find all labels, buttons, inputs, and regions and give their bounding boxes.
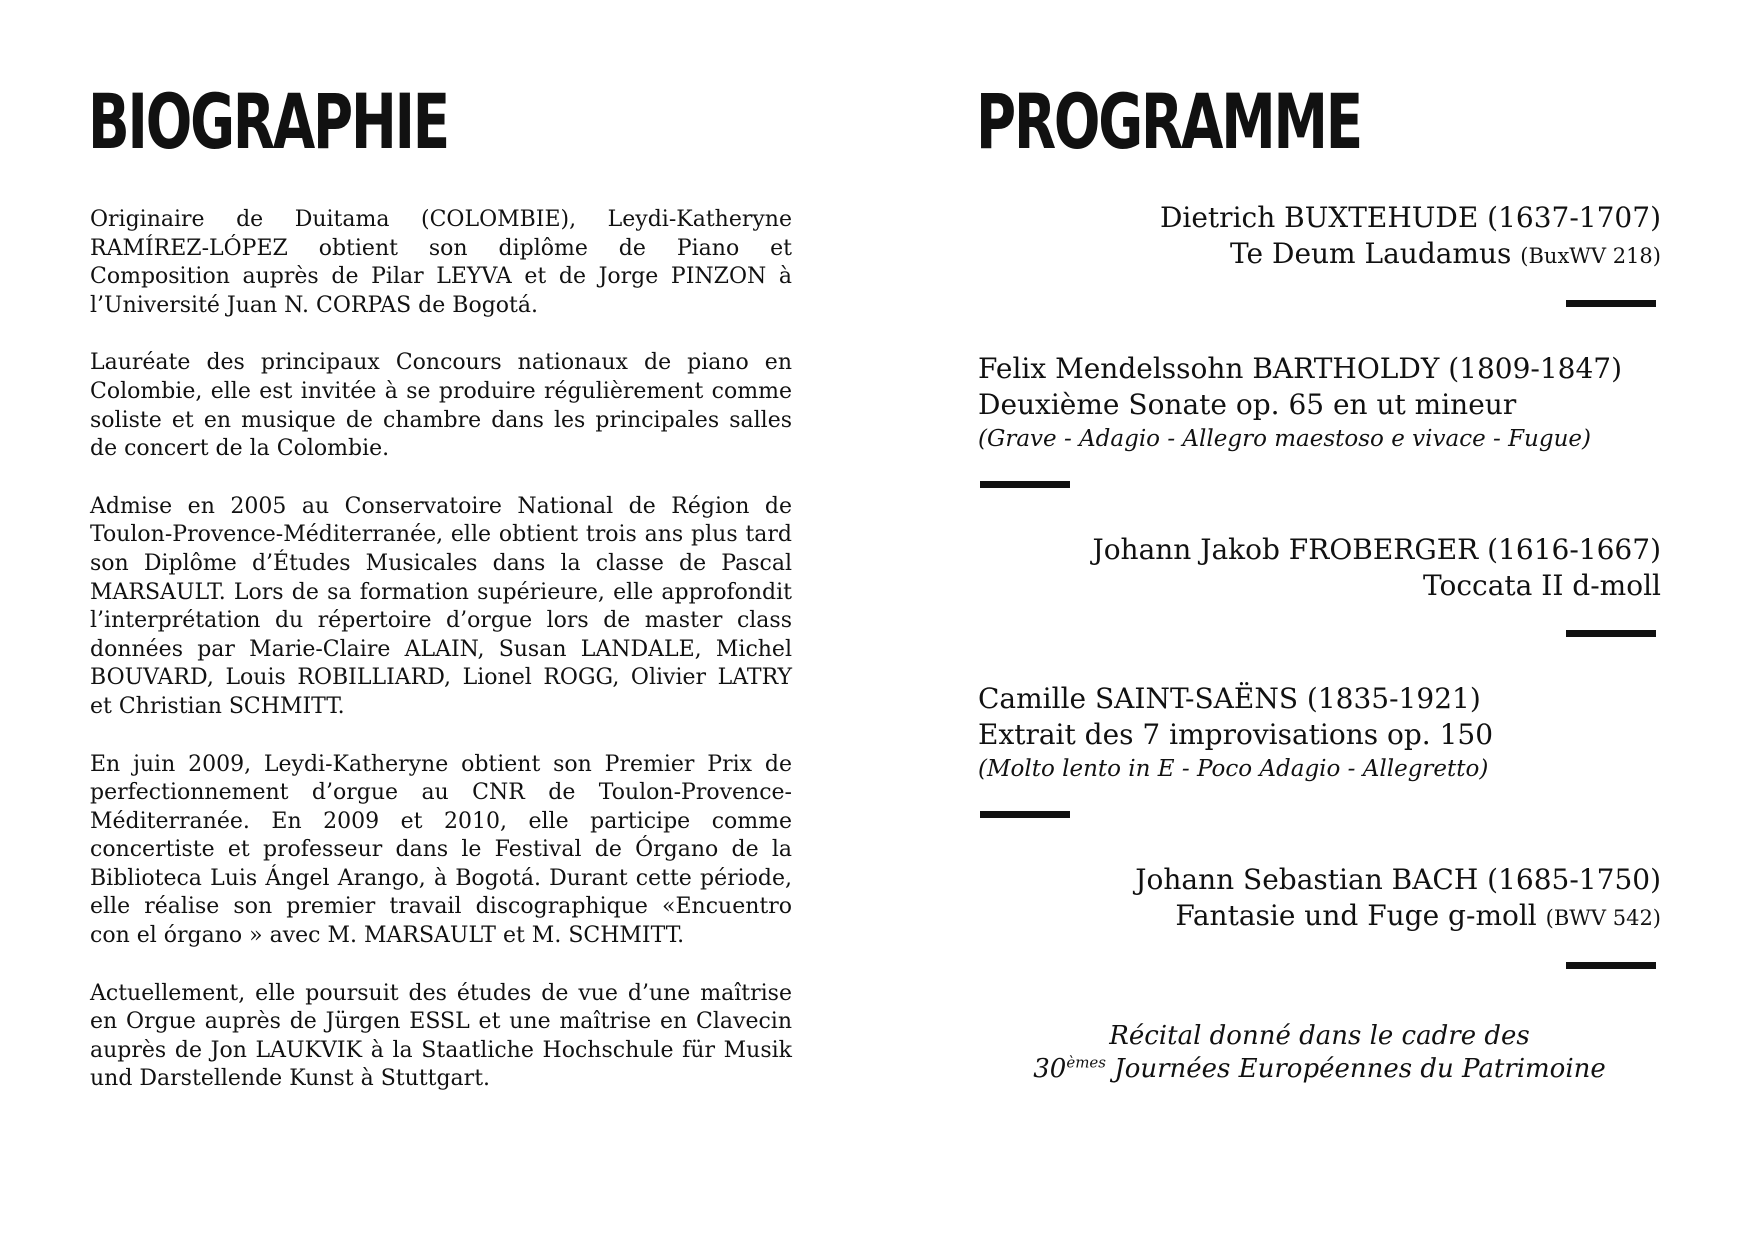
spacer <box>978 488 1661 532</box>
recital-note-line2 <box>978 1053 1661 1086</box>
programme-title: PROGRAMME <box>976 77 1362 166</box>
composer: Johann Jakob FROBERGER (1616-1667) <box>1092 533 1661 566</box>
programme-piece <box>978 862 1661 936</box>
biography-paragraph: En juin 2009, Leydi-Katheryne obtient son Premier Prix de perfectionnement d’orgue au CNR de Toulon-Provence-Méditerranée. En 2009 et 2010, elle participe comme concertiste et professeur dans le Festival de Órgano de la Biblioteca Luis Ángel Arango, à Bogotá. Durant cette période, elle réalise son premier travail discographique «Encuentro con el órgano » avec M. MARSAULT et M. SCHMITT. <box>90 751 792 949</box>
separator <box>1566 630 1656 637</box>
separator <box>1566 962 1656 969</box>
recital-note-line1: Récital donné dans le cadre des <box>1109 1021 1530 1051</box>
separator <box>980 811 1070 818</box>
catalog-number: (BuxWV 218) <box>1520 244 1661 268</box>
biography-paragraph: Lauréate des principaux Concours nationaux de piano en Colombie, elle est invitée à se produire régulièrement comme soliste et en musique de chambre dans les principales salles de concert de la Colombie. <box>90 350 792 462</box>
composer: Dietrich BUXTEHUDE (1637-1707) <box>1159 201 1661 234</box>
composer: Felix Mendelssohn BARTHOLDY (1809-1847) <box>978 352 1623 385</box>
movements: (Grave - Adagio - Allegro maestoso e vivace - Fugue) <box>978 426 1591 452</box>
event-name: Journées Européennes du Patrimoine <box>1106 1054 1606 1084</box>
programme-piece <box>978 681 1661 785</box>
work-line <box>978 236 1661 274</box>
work-title: Deuxième Sonate op. 65 en ut mineur <box>978 388 1517 421</box>
ordinal-suffix: èmes <box>1066 1053 1106 1072</box>
programme-piece <box>978 351 1661 455</box>
biography-title: BIOGRAPHIE <box>88 77 449 166</box>
spacer <box>978 637 1661 681</box>
composer: Camille SAINT-SAËNS (1835-1921) <box>978 682 1481 715</box>
biography-paragraph: Admise en 2005 au Conservatoire National de Région de Toulon-Provence-Méditerranée, elle obtient trois ans plus tard son Diplôme d’Études Musicales dans la classe de Pascal MARSAULT. Lors de sa formation supérieure, elle approfondit l’interprétation du répertoire d’orgue lors de master class données par Marie-Claire ALAIN, Susan LANDALE, Michel BOUVARD, Louis ROBILLIARD, Lionel ROGG, Olivier LATRY et Christian SCHMITT. <box>90 493 792 719</box>
composer: Johann Sebastian BACH (1685-1750) <box>1135 863 1661 896</box>
separator <box>1566 300 1656 307</box>
work-line <box>978 898 1661 936</box>
movements: (Molto lento in E - Poco Adagio - Allegretto) <box>978 756 1489 782</box>
spacer <box>978 307 1661 351</box>
programme-piece <box>978 200 1661 274</box>
biography-paragraph: Actuellement, elle poursuit des études de vue d’une maîtrise en Orgue auprès de Jürgen ESSL et une maîtrise en Clavecin auprès de Jon LAUKVIK à la Staatliche Hochschule für Musik und Darstellende Kunst à Stuttgart. <box>90 980 792 1092</box>
work-title: Extrait des 7 improvisations op. 150 <box>978 718 1494 751</box>
catalog-number: (BWV 542) <box>1545 906 1661 930</box>
recital-note <box>978 1020 1661 1086</box>
programme-piece <box>978 532 1661 604</box>
work-title: Toccata II d-moll <box>1423 569 1661 602</box>
separator <box>980 481 1070 488</box>
spacer <box>978 818 1661 862</box>
biography-text <box>90 206 792 1123</box>
work-title: Fantasie und Fuge g-moll <box>1175 899 1537 932</box>
ordinal-number: 30 <box>1033 1054 1067 1084</box>
programme-list <box>978 200 1661 969</box>
biography-paragraph: Originaire de Duitama (COLOMBIE), Leydi-Katheryne RAMÍREZ-LÓPEZ obtient son diplôme de Piano et Composition auprès de Pilar LEYVA et de Jorge PINZON à l’Université Juan N. CORPAS de Bogotá. <box>90 207 792 318</box>
work-title: Te Deum Laudamus <box>1230 237 1512 270</box>
